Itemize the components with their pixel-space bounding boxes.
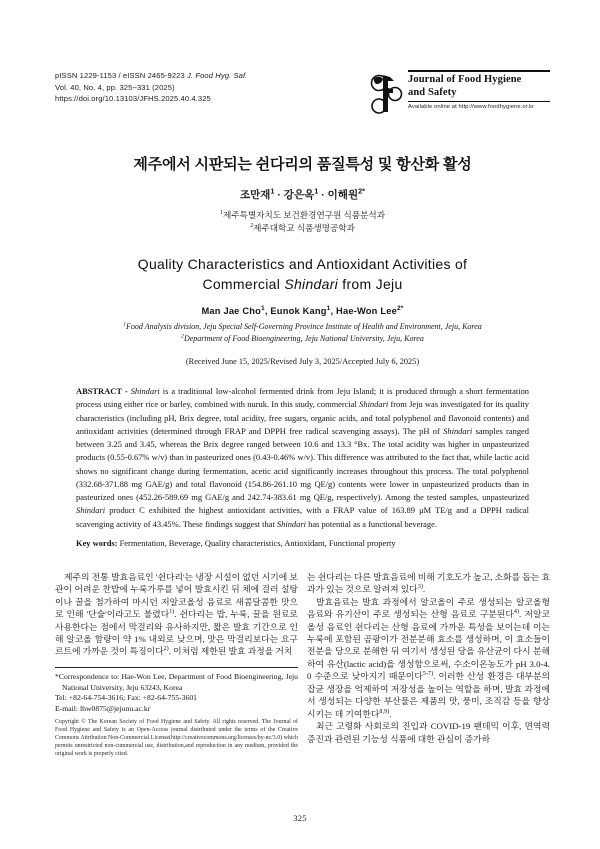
correspondence-email: E-mail: lhw0875@jejunu.ac.kr — [55, 703, 151, 713]
english-authors: Man Jae Cho$^1$, Eunok Kang$^1$, Hae-Won Lee$^{2*}$ — [201, 304, 404, 316]
left-column-text — [55, 571, 298, 658]
korean-authors: 조만재$^1$ · 강은옥$^1$ · 이해원$^{2*}$ — [239, 186, 366, 201]
english-affiliation-1: $^1$Food Analysis division, Jeju Special Self-Governing Province Institute of Health and Environment, Jeju, Korea — [123, 321, 482, 331]
copyright-notice: Copyright © The Korean Society of Food Hygiene and Safety. All rights reserved. The Journal of Food Hygiene and Safety is an Open-Access journal distributed under the terms of the Creative Commons Attribution Non-Commercial License(http://creativecommons.org/licenses/by-nc/3.0) which permits unrestricted non-commercial use, distribution,and reproduction in any medium, provided the original work is properly cited. — [55, 719, 298, 757]
korean-affiliation-1: $^1$제주특별자치도 보건환경연구원 식품분석과 — [219, 210, 386, 220]
body-columns — [55, 571, 550, 759]
volume-line: Vol. 40, No. 4, pp. 325~331 (2025) — [55, 82, 175, 92]
korean-affiliation-2: $^2$제주대학교 식품생명공학과 — [250, 223, 355, 233]
issn-line: pISSN 1229-1153 / eISSN 2465-9223 J. Food Hyg. Saf. — [55, 71, 248, 80]
body-paragraph: 제주의 전통 발효음료인 '쉰다리'는 냉장 시설이 없던 시기에 보관이 어려운 찬밥에 누룩가루를 넣어 발효시킨 뒤 체에 걸러 설탕이나 꿀을 첨가하여 마시던 저알코올성 음료로 새콤달콤한 맛으로 인해 '단술'이라고도 불렸다$^{1)}$. 쉰다리는 밥, 누룩, 꿀을 원료로 사용한다는 점에서 막걸리와 유사하지만, 짧은 발효 기간으로 인해 알코올 함량이 약 1% 내외로 낮으며, 맛은 막걸리보다는 요구르트에 가까운 것이 특징이다$^{2)}$. 이처럼 제한된 발효 과정을 거치 — [55, 571, 298, 657]
doi-line: https://doi.org/10.13103/JFHS.2025.40.4.325 — [55, 94, 211, 103]
korean-title: 제주에서 시판되는 쉰다리의 품질특성 및 항산화 활성 — [133, 156, 472, 173]
english-title-line2: Commercial Shindari from Jeju — [202, 275, 403, 292]
english-title — [55, 255, 550, 294]
page-header — [55, 70, 550, 116]
english-affiliations — [55, 321, 550, 344]
body-paragraph: 는 쉰다리는 다른 발효음료에 비해 기호도가 높고, 소화를 돕는 효과가 있는 것으로 알려져 있다$^{3)}$. — [307, 571, 550, 595]
journal-name: Journal of Food Hygiene and Safety — [408, 70, 550, 102]
correspondence-address: *Correspondence to: Hae-Won Lee, Department of Food Bioengineering, Jeju National University, Jeju 63243, Korea — [55, 671, 298, 692]
received-dates: (Received June 15, 2025/Revised July 3, 2025/Accepted July 6, 2025) — [185, 357, 420, 366]
journal-logo — [370, 70, 550, 116]
korean-affiliations — [55, 209, 550, 235]
right-column-text — [307, 571, 550, 745]
right-column — [307, 571, 550, 759]
footnote-block — [55, 667, 298, 759]
correspondence-tel-fax: Tel: +82-64-754-3616; Fax: +82-64-755-3601 — [55, 693, 198, 703]
citation-info — [55, 70, 247, 105]
page-number: 325 — [293, 813, 307, 823]
correspondence-note — [55, 672, 298, 714]
left-column — [55, 571, 298, 759]
journal-logo-icon — [370, 72, 404, 116]
journal-url: Available online at http://www.foodhygiene.or.kr — [408, 104, 535, 110]
english-title-line1: Quality Characteristics and Antioxidant Activities of — [137, 256, 468, 272]
body-paragraph: 발효음료는 발효 과정에서 알코올이 주로 생성되는 알코올형 음료와 유기산이 주로 생성되는 산형 음료로 구분된다$^{4)}$. 저알코올성 음료인 쉰다리는 산형 음료에 가까운 특성을 보이는데 이는 누룩에 포함된 곰팡이가 전분분해 효소를 생성하며, 이 효소들이 전분을 당으로 분해한 뒤 여기서 생성된 당을 유산균이 다시 분해하여 유산(lactic acid)을 생성함으로써, 수소이온농도가 pH 3.0-4.0 수준으로 낮아지기 때문이다$^{5-7)}$. 이러한 산성 환경은 대부분의 잡균 생장을 억제하여 저장성을 높이는 역할을 하며, 발효 과정에서 생성되는 다양한 부산물은 제품의 맛, 풍미, 조직감 등을 향상시키는 데 기여한다$^{8,9)}$. — [307, 596, 550, 719]
abstract: ABSTRACT - Shindari is a traditional low-alcohol fermented drink from Jeju Island; it is produced through a short fermentation process using either rice or barley, combined with nuruk. In this study, commercial Shindari from Jeju was investigated for its quality characteristics (including pH, Brix degree, total acidity, free sugars, organic acids, and total polyphenol and flavonoid contents) and antioxidant activities (determined through FRAP and DPPH free radical scavenging assays). The pH of Shindari samples ranged between 3.25 and 3.45, whereas the Brix degree ranged between 10.6 and 13.3 °Bx. The total acidity was higher in unpasteurized products (0.55-0.67% w/v) than in pasteurized ones (0.43-0.46% w/v). This difference was attributed to the fact that, while lactic acid shows no significant change during fermentation, acetic acid significantly increases throughout this process. The total polyphenol (332.68-371.88 mg GAE/g) and total flavonoid (154.86-261.10 mg QE/g) contents were lower in unpasteurized products than in pasteurized ones (452.26-589.69 mg GAE/g and 242.74-383.61 mg QE/g, respectively). Among the tested samples, unpasteurized Shindari product C exhibited the highest antioxidant activities, with a FRAP value of 163.89 μM TE/g and a DPPH radical scavenging activity of 43.45%. These findings suggest that Shindari has potential as a functional beverage. — [76, 386, 530, 529]
keywords: Key words: Fermentation, Beverage, Quality characteristics, Antioxidant, Functional property — [76, 537, 396, 548]
body-paragraph: 최근 고령화 사회로의 진입과 COVID-19 팬데믹 이후, 면역력 증진과 관련된 기능성 식품에 대한 관심이 증가하 — [307, 721, 550, 744]
english-affiliation-2: $^2$Department of Food Bioengineering, Jeju National University, Jeju, Korea — [181, 332, 424, 343]
